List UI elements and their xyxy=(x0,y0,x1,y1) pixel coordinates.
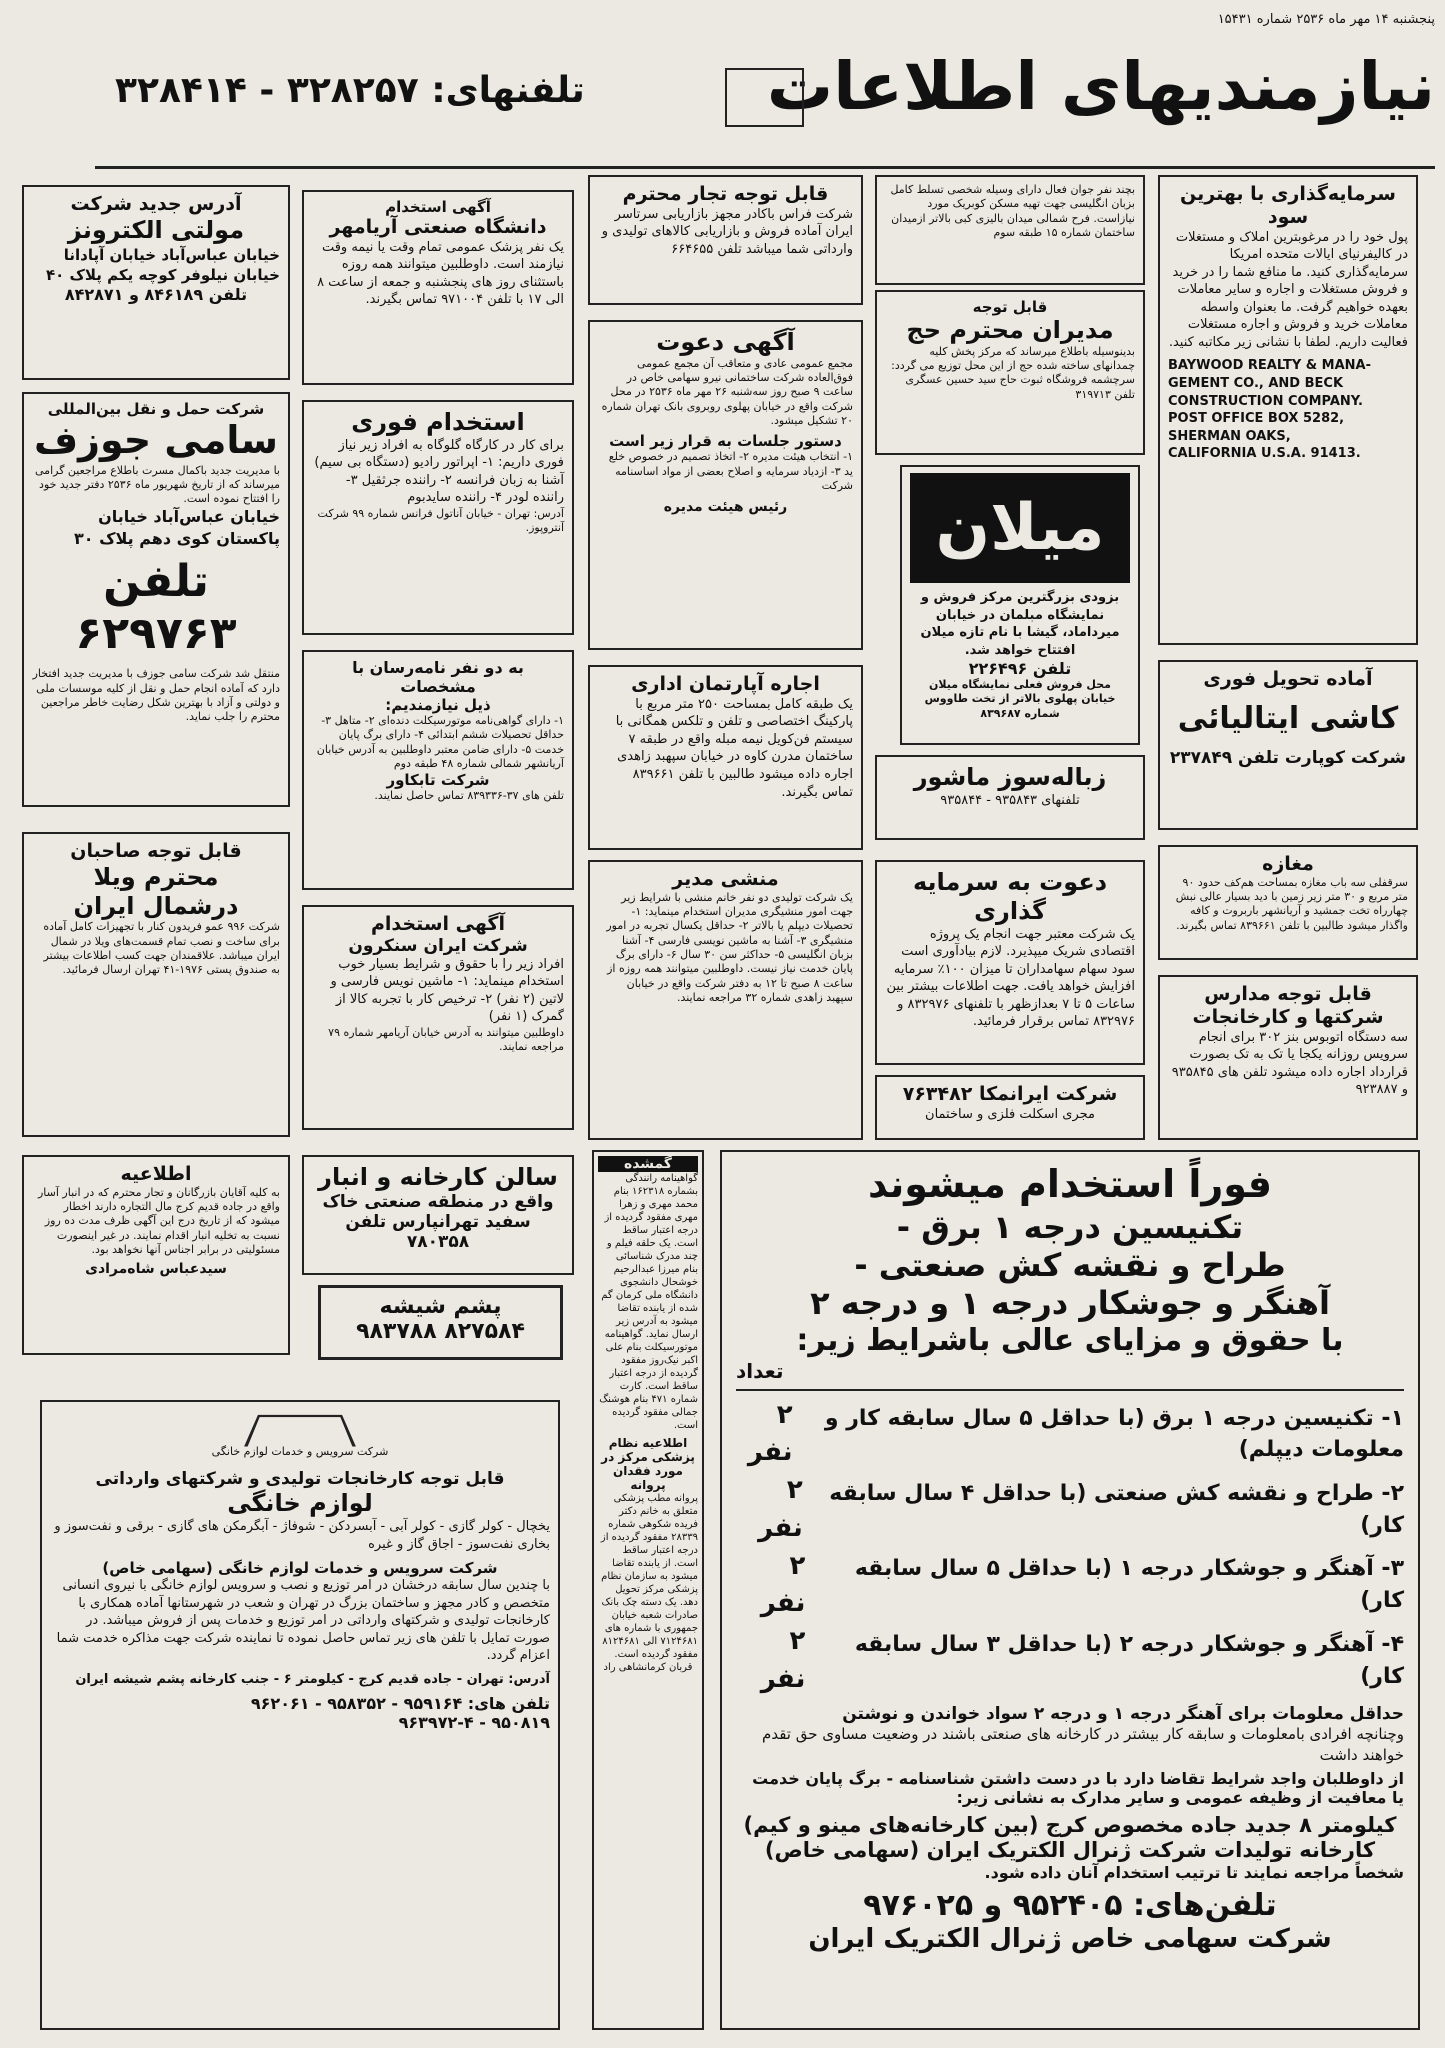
ad-merchants-body: شرکت فراس باکادر مجهز بازاریابی سرتاسر ایران آماده فروش و بازاریابی کالاهای تولیدی و وارداتی شما میباشد تلفن ۶۶۴۶۵۵ xyxy=(601,206,853,257)
hiring-row xyxy=(736,1623,1404,1698)
ad-villa-body: شرکت ۹۹۶ عمو فریدون کنار با تجهیزات کامل آماده برای ساخت و نصب تمام قسمت‌های ویلا در شمال ایران میباشد. علاقمندان جهت کسب اطلاعات بیشتر به صندوق پستی ۱۹۷۶-۴۱ تهران ارسال فرمائید. xyxy=(43,920,280,977)
ad-invest-invite xyxy=(875,860,1145,1065)
ad-milan-body: بزودی بزرگترین مرکز فروش و نمایشگاه مبلمان در خیابان میرداماد، گیشا با نام تازه میلان افتتاح خواهد شد. xyxy=(920,590,1120,658)
ad-office-title: اجاره آپارتمان اداری xyxy=(631,673,820,695)
ad-investment-company xyxy=(1168,357,1408,462)
ad-hall-title: سالن کارخانه و انبار xyxy=(318,1163,558,1191)
ad-invest-invite-body: یک شرکت معتبر جهت انجام یک پروژه اقتصادی شریک میپذیرد. لازم بیادآوری است سود سهام سهامداران تا میزان ۱۰۰٪ سرمایه افزایش خواهد یافت. جهت اطلاعات بیشتر بین ساعات ۵ تا ۷ بعدازظهر با تلفنهای ۸۳۲۹۷۶ و ۸۳۲۹۷۶ تماس برقرار فرمائید. xyxy=(886,926,1135,1030)
household-logo-icon xyxy=(244,1415,356,1447)
ad-tiles-title: آماده تحویل فوری xyxy=(1203,668,1373,690)
ad-schools-body: سه دستگاه اتوبوس بنز ۳۰۲ برای انجام سرویس روزانه یکجا یا تک به تک بصورت قرارداد اجاره داده میشود تلفن های ۹۳۵۸۴۵ و ۹۲۳۸۸۷ xyxy=(1171,1029,1408,1098)
ad-hajj-title: مدیران محترم حج xyxy=(906,316,1114,344)
ad-household-logo-text: شرکت سرویس و خدمات لوازم خانگی xyxy=(211,1445,389,1458)
ad-two-employees-body: ۱- دارای گواهی‌نامه موتورسیکلت دنده‌ای ۲- متاهل ۳- حداقل تحصیلات ششم ابتدائی ۴- دارای برگ پایان خدمت ۵- دارای ضامن معتبر داوطلبین به آدرس خیابان آریانشهر شمالی شماره ۴۸ طبقه دوم xyxy=(316,714,564,770)
ad-hiring-title: فوراً استخدام میشوند xyxy=(868,1162,1272,1206)
ad-hiring-divider xyxy=(736,1389,1404,1391)
ad-shop-body: سرقفلی سه باب مغازه بمساحت هم‌کف حدود ۹۰ متر مربع و ۳۰ متر زیر زمین با دید بسیار عالی نبش چهارراه تخت جمشید و آریانشهر باربروت و کافه واگذار میشود طالبین با تلفن ۸۳۹۶۶۱ تماس بگیرند. xyxy=(1175,875,1408,932)
company-line: BAYWOOD REALTY & MANA- xyxy=(1168,358,1371,374)
ad-sami-joseph-body: با مدیریت جدید باکمال مسرت باطلاع مراجعین گرامی میرساند که از تاریخ شهریور ماه ۲۵۳۶ دفتر جدید خود را افتتاح نموده است. xyxy=(35,463,280,506)
hiring-row xyxy=(736,1397,1404,1472)
ad-electronics-title: آدرس جدید شرکت xyxy=(70,193,242,215)
ad-hiring-phones: تلفن‌های: ۹۵۲۴۰۵ و ۹۷۶۰۲۵ xyxy=(863,1888,1277,1924)
ad-meeting-body: مجمع عمومی عادی و متعاقب آن مجمع عمومی فوق‌العاده شرکت ساختمانی نیرو سهامی خاص در ساعت ۹ صبح روز سه‌شنبه ۲۶ مهر ماه ۲۵۳۶ در محل شرکت واقع در خیابان پهلوی روبروی بانک تهران شماره ۲۰ تشکیل میشود. xyxy=(601,356,853,427)
ad-sami-joseph-address: خیابان عباس‌آباد خیابان پاکستان کوی دهم پلاک ۳۰ xyxy=(74,507,280,549)
company-line: CONSTRUCTION COMPANY. xyxy=(1168,393,1363,409)
ad-clerk xyxy=(588,860,863,1140)
ad-office xyxy=(588,665,863,850)
ad-investment xyxy=(1158,175,1418,645)
ad-household-title: لوازم خانگی xyxy=(227,1489,373,1518)
ad-urgent-body: برای کار در کارگاه گلوگاه به افراد زیر نیاز فوری داریم: ۱- اپراتور رادیو (دستگاه بی سیم) آشنا به زبان فرانسه ۲- راننده جرثقیل ۳- راننده لودر ۴- راننده سایدبوم xyxy=(314,437,564,506)
masthead-emblem xyxy=(725,68,804,127)
ad-villa-title2: درشمال ایران xyxy=(73,891,239,920)
ad-hiring xyxy=(720,1150,1420,2030)
ad-hiring-addr2: کارخانه تولیدات شرکت ژنرال الکتریک ایران (سهامی خاص) xyxy=(764,1837,1376,1862)
ad-shop-title: مغازه xyxy=(1262,853,1314,875)
ad-hiring-note1: حداقل معلومات برای آهنگر درجه ۱ و درجه ۲ سواد خواندن و نوشتن xyxy=(842,1704,1404,1725)
ad-milan xyxy=(900,465,1140,745)
ad-irmka xyxy=(875,1075,1145,1140)
ad-household xyxy=(40,1400,560,2030)
ad-meeting-title: آگهی دعوت xyxy=(656,328,795,356)
ad-invest-invite-title: دعوت به سرمایه گذاری xyxy=(912,868,1108,925)
ad-household-body: با چندین سال سابقه درخشان در امر توزیع و نصب و سرویس لوازم خانگی با نیروی انسانی متخصص و کادر مجهز و ساختمان بزرگ در تهران و شعب در شهرستانها آماده همکاری با کارخانجات تولیدی و شرکتهای وارداتی در امر توزیع و خدمات پس از فروش میباشد. در صورت تمایل با تلفن های زیر تماس حاصل نموده تا نماینده شرکت جهت مذاکره خدمت شما اعزام گردد. xyxy=(56,1578,550,1664)
ad-meeting xyxy=(588,320,863,650)
header-phones: تلفنهای: ۳۲۸۲۵۷ - ۳۲۸۴۱۴ xyxy=(115,70,585,111)
ad-university xyxy=(302,190,574,385)
ad-notice-sign: سیدعباس شاه‌مرادی xyxy=(85,1261,227,1278)
ad-notice-body: به کلیه آقایان بازرگانان و تجار محترم که در انبار آسار واقع در جاده قدیم کرج مال التجاره دارند اخطار میشود که از تاریخ درج این آگهی ظرف مدت ده روز نسبت به تخلیه انبار اقدام نمایند. در غیر اینصورت مسئولیتی در برابر اجناس آنها نخواهد بود. xyxy=(37,1185,280,1256)
ad-sancrown-title: شرکت ایران سنکرون xyxy=(348,935,528,956)
ad-notice xyxy=(22,1155,290,1355)
hiring-row xyxy=(736,1548,1404,1623)
ad-lost-sign: قربان کرمانشاهی راد xyxy=(603,1662,693,1673)
ad-hajj-body: بدینوسیله باطلاع میرساند که مرکز پخش کلیه چمدانهای ساخته شده حج از این محل توزیع می گردد: سرچشمه فروشگاه ثبوت حاج سید حسین عسگری تلفن ۳۱۹۷۱۳ xyxy=(891,344,1135,401)
ad-lost-sub: اطلاعیه نظام پزشکی مرکز در مورد فقدان پروانه xyxy=(601,1436,695,1492)
ad-irmka-sub: مجری اسکلت فلزی و ساختمان xyxy=(925,1106,1095,1122)
ad-urgent-address: آدرس: تهران - خیابان آناتول فرانس شماره ۹۹ شرکت آنتروپوز. xyxy=(317,506,564,535)
hiring-row-count: ۲ نفر xyxy=(760,1625,806,1694)
ad-meeting-sign: رئیس هیئت مدیره xyxy=(663,499,788,516)
hiring-row-count: ۲ نفر xyxy=(747,1399,793,1468)
ad-sancrown-body: افراد زیر را با حقوق و شرایط بسیار خوب استخدام مینماید: ۱- ماشین نویس فارسی و لاتین (۲ نفر) ۲- ترخیص کار با تجربه کالا از گمرک (۱ نفر) xyxy=(330,956,564,1025)
ad-two-employees-sub: ذیل نیازمندیم: xyxy=(385,696,491,714)
ad-lost xyxy=(592,1150,704,2030)
ad-milan-phone: تلفن ۲۲۶۴۹۶ xyxy=(968,659,1072,679)
hiring-row xyxy=(736,1472,1404,1547)
ad-sami-joseph xyxy=(22,392,290,807)
ad-sancrown xyxy=(302,905,574,1130)
ad-notice-title: اطلاعیه xyxy=(120,1163,192,1185)
masthead xyxy=(95,48,1435,169)
hiring-row-label: ۱- تکنیسین درجه ۱ برق (با حداقل ۵ سال سابقه کار و معلومات دیپلم) xyxy=(824,1405,1404,1463)
ad-tiles xyxy=(1158,660,1418,830)
ad-schools-title: قابل توجه مدارس شرکتها و کارخانجات xyxy=(1192,983,1384,1028)
ad-hall-body: واقع در منطقه صنعتی خاک سفید تهرانپارس تلفن ۷۸۰۳۵۸ xyxy=(322,1191,554,1252)
ad-hiring-addr1: کیلومتر ۸ جدید جاده مخصوص کرج (بین کارخانه‌های مینو و کیم) xyxy=(743,1812,1397,1837)
ad-hiring-note2: وچنانچه افرادی بامعلومات و سابقه کار بیشتر در کارخانه های صنعتی باشند در وضعیت مساوی حق تقدم خواهند داشت xyxy=(762,1725,1404,1764)
ad-household-address: آدرس: تهران - جاده قدیم کرج - کیلومتر ۶ - جنب کارخانه پشم شیشه ایران xyxy=(75,1671,550,1687)
company-line: SHERMAN OAKS, xyxy=(1168,428,1291,444)
ad-villa-title: محترم ویلا xyxy=(93,862,219,891)
masthead-title: نیازمندیهای اطلاعات xyxy=(766,48,1435,125)
ad-meeting-agenda: ۱- انتخاب هیئت مدیره ۲- اتخاذ تصمیم در خصوص خلع ید ۳- ازدیاد سرمایه و اصلاح بعضی از مواد اساسنامه شرکت xyxy=(608,450,853,492)
ad-university-title: دانشگاه صنعتی آریامهر xyxy=(329,216,547,238)
company-line: GEMENT CO., AND BECK xyxy=(1168,375,1344,391)
ad-irmka-title: شرکت ایرانمکا ۷۶۳۴۸۲ xyxy=(902,1083,1118,1105)
ad-sancrown-pre: آگهی استخدام xyxy=(370,913,505,935)
ad-youth xyxy=(875,175,1145,285)
ad-electronics xyxy=(22,185,290,380)
ad-sami-joseph-name: سامی جوزف xyxy=(33,418,279,462)
ad-two-employees xyxy=(302,650,574,890)
company-line: CALIFORNIA U.S.A. 91413. xyxy=(1168,446,1361,462)
ad-hiring-company: شرکت سهامی خاص ژنرال الکتریک ایران xyxy=(808,1924,1332,1955)
ad-investment-title: سرمایه‌گذاری با بهترین سود xyxy=(1180,183,1396,228)
ad-villa-pre: قابل توجه صاحبان xyxy=(70,840,242,862)
ad-hiring-l4: با حقوق و مزایای عالی باشرایط زیر: xyxy=(796,1322,1344,1358)
ad-shop xyxy=(1158,845,1418,960)
ad-hiring-count: تعداد xyxy=(736,1358,784,1383)
ad-hiring-note3: از داوطلبان واجد شرایط تقاضا دارد با در دست داشتن شناسنامه - برگ پایان خدمت یا معافیت از وظیفه عمومی و سایر مدارک به نشانی زیر: xyxy=(752,1768,1404,1807)
ad-household-phones2: ۹۵۰۸۱۹ - ۹۶۳۹۷۲-۴ xyxy=(398,1713,550,1733)
ad-schools xyxy=(1158,975,1418,1140)
ad-meeting-agenda-title: دستور جلسات به قرار زیر است xyxy=(609,432,842,451)
ad-sami-joseph-phone: تلفن ۶۲۹۷۶۳ xyxy=(75,555,237,660)
ad-hiring-l3: آهنگر و جوشکار درجه ۱ و درجه ۲ xyxy=(810,1284,1330,1323)
date-line: پنجشنبه ۱۴ مهر ماه ۲۵۳۶ شماره ۱۵۴۳۱ xyxy=(1217,12,1435,27)
ad-milan-footer: محل فروش فعلی نمایشگاه میلان خیابان پهلوی بالاتر از تخت طاووس شماره ۸۳۹۶۸۷ xyxy=(924,678,1116,720)
ad-merchants-title: قابل توجه تجار محترم xyxy=(622,183,829,205)
milan-logo: میلان xyxy=(910,473,1130,583)
ad-tiles-phone: شرکت کوپارت تلفن ۲۳۷۸۴۹ xyxy=(1169,747,1407,768)
ad-lost-body2: پروانه مطب پزشکی متعلق به خانم دکتر فریده شکوهی شماره ۲۸۳۳۹ مفقود گردیده از درجه اعتبار ساقط است. از یابنده تقاضا میشود به سازمان نظام پزشکی مرکز تحویل دهد. یک دسته چک بانک صادرات شعبه خیابان جمهوری با شماره های ۷۱۲۴۶۸۱ الی ۸۱۲۴۶۸۱ مفقود گردیده است. xyxy=(600,1493,698,1660)
ad-lost-body: گواهینامه رانندگی بشماره ۱۶۲۳۱۸ بنام محمد مهری و زهرا مهری مفقود گردیده از درجه اعتبار ساقط است. یک حلقه فیلم و چند مدرک شناسائی بنام میرزا عبدالرحیم خوشحال دانشجوی دانشگاه ملی کرمان گم شده از یابنده تقاضا میشود به آدرس زیر ارسال نماید. گواهینامه موتورسیکلت بنام علی اکبر نیک‌روز مفقود گردیده از درجه اعتبار ساقط است. کارت شماره ۴۷۱ بنام هوشنگ جمالی مفقود گردیده است. xyxy=(599,1173,698,1431)
ad-glasswool xyxy=(318,1285,563,1360)
ad-two-employees-company: شرکت تابکاور xyxy=(386,771,490,790)
ad-glasswool-phones: ۸۲۷۵۸۴ ۹۸۳۷۸۸ xyxy=(356,1319,525,1344)
ad-hall xyxy=(302,1155,574,1275)
ad-incinerator xyxy=(875,755,1145,840)
ad-clerk-title: منشی مدیر xyxy=(672,868,779,890)
ad-sami-joseph-pre: شرکت حمل و نقل بین‌المللی xyxy=(47,400,265,418)
ad-incinerator-phones: تلفنهای ۹۳۵۸۴۳ - ۹۳۵۸۴۴ xyxy=(940,792,1080,808)
ad-villa xyxy=(22,832,290,1137)
ad-household-phones1: تلفن های: ۹۵۹۱۶۴ - ۹۵۸۳۵۲ - ۹۶۲۰۶۱ xyxy=(250,1694,550,1714)
ad-merchants xyxy=(588,175,863,305)
ad-urgent-title: استخدام فوری xyxy=(351,408,525,436)
ad-sancrown-address: داوطلبین میتوانند به آدرس خیابان آریامهر شماره ۷۹ مراجعه نمایند. xyxy=(328,1025,564,1054)
ad-university-pre: آگهی استخدام xyxy=(385,198,491,216)
ad-household-items: یخچال - کولر گازی - کولر آبی - آبسردکن - شوفاژ - آبگرمکن های گازی - برقی و نفت‌سوز و بخاری نفت‌سوز - اجاق گاز و غیره xyxy=(54,1519,550,1552)
ad-hajj-pre: قابل توجه xyxy=(972,298,1048,316)
ad-hiring-l1: تکنیسین درجه ۱ برق - xyxy=(896,1207,1244,1246)
hiring-row-label: ۴- آهنگر و جوشکار درجه ۲ (با حداقل ۳ سال سابقه کار) xyxy=(854,1631,1404,1689)
ad-university-body: یک نفر پزشک عمومی تمام وقت یا نیمه وقت نیازمند است. داوطلبین میتوانند همه روزه باستثنای روز های پنجشنبه و جمعه از ساعت ۸ الی ۱۷ با تلفن ۹۷۱۰۰۴ تماس بگیرند. xyxy=(317,239,564,308)
hiring-row-count: ۲ نفر xyxy=(760,1550,806,1619)
ad-clerk-body: یک شرکت تولیدی دو نفر خانم منشی با شرایط زیر جهت امور منشیگری مدیران استخدام مینماید: ۱- تحصیلات دیپلم یا بالاتر ۲- حداقل یکسال تجربه در امور منشیگری ۳- آشنا به ماشین نویسی فارسی ۴- آشنا بزبان انگلیسی ۵- حداکثر سن ۳۰ سال ۶- دارای برگ پایان خدمت نیاز نیست. داوطلبین میتوانند همه روزه از ساعت ۸ صبح تا ۱۲ به دفتر شرکت واقع در خیابان سپهبد زاهدی شماره ۳۲ مراجعه نمایند. xyxy=(606,890,853,1004)
ad-hajj xyxy=(875,290,1145,455)
ad-tiles-name: کاشی ایتالیائی xyxy=(1177,700,1399,736)
ad-glasswool-title: پشم شیشه xyxy=(379,1294,502,1319)
ad-electronics-name: مولتی الکترونز xyxy=(67,215,245,244)
company-line: POST OFFICE BOX 5282, xyxy=(1168,411,1345,427)
ad-two-employees-phone: تلفن های ۳۷-۸۳۹۳۳۶ تماس حاصل نمایند. xyxy=(374,789,564,803)
ad-two-employees-title: به دو نفر نامه‌رسان با مشخصات xyxy=(352,658,524,696)
ad-lost-title: گمشده xyxy=(598,1156,698,1172)
ad-electronics-phone: تلفن ۸۴۶۱۸۹ و ۸۴۲۸۷۱ xyxy=(64,285,248,305)
hiring-row-label: ۲- طراح و نقشه کش صنعتی (با حداقل ۴ سال سابقه کار) xyxy=(829,1480,1404,1538)
ad-youth-body: بچند نفر جوان فعال دارای وسیله شخصی تسلط کامل بزبان انگلیسی جهت تهیه مسکن کوبریک مورد نیازاست. فرح شمالی میدان بالیزی کبی بالاتر ازمیدان ساختمان شماره ۱۵ طبقه سوم xyxy=(890,183,1135,239)
hiring-row-count: ۲ نفر xyxy=(758,1475,803,1543)
ad-investment-body: پول خود را در مرغوبترین املاک و مستغلات در کالیفرنیای ایالات متحده امریکا سرمایه‌گذاری کنید. ما منافع شما را در خرید و فروش مستغلات و اجاره و سایر معاملات بعهده خواهیم گرفت. ما بعنوان واسطه معاملات خرید و فروش و اجاره مستغلات فعالیت داریم. لطفا با نشانی زیر مکاتبه کنید. xyxy=(1168,229,1408,350)
ad-electronics-address: خیابان عباس‌آباد خیابان آپادانا خیابان نیلوفر کوچه یکم پلاک ۴۰ xyxy=(45,245,280,284)
hiring-row-label: ۳- آهنگر و جوشکار درجه ۱ (با حداقل ۵ سال سابقه کار) xyxy=(854,1556,1404,1614)
ad-office-body: یک طبقه کامل بمساحت ۲۵۰ متر مربع با پارکینگ اختصاصی و تلفن و تلکس همگانی با سیستم فن‌کویل نیمه مبله واقع در طبقه ۷ ساختمان مدرن کاوه در خیابان سپهبد زاهدی اجاره داده میشود طالبین با تلفن ۸۳۹۶۶۱ تماس بگیرند. xyxy=(615,696,853,800)
ad-urgent xyxy=(302,400,574,635)
ad-hiring-note4: شخصاً مراجعه نمایند تا ترتیب استخدام آنان داده شود. xyxy=(984,1863,1404,1883)
ad-incinerator-title: زباله‌سوز ماشور xyxy=(913,763,1107,791)
ad-household-company: شرکت سرویس و خدمات لوازم خانگی (سهامی خاص) xyxy=(102,1559,498,1578)
ad-sami-joseph-footer: منتقل شد شرکت سامی جوزف با مدیریت جدید افتخار دارد که آماده انجام حمل و نقل از کلیه موسسات ملی و دولتی و آزاد با بهترین شکل رضایت خاطر مراجعین محترم را جلب نماید. xyxy=(32,667,280,724)
ad-household-pre: قابل توجه کارخانجات تولیدی و شرکتهای وارداتی xyxy=(95,1469,505,1490)
ad-hiring-l2: طراح و نقشه کش صنعتی - xyxy=(854,1245,1286,1284)
